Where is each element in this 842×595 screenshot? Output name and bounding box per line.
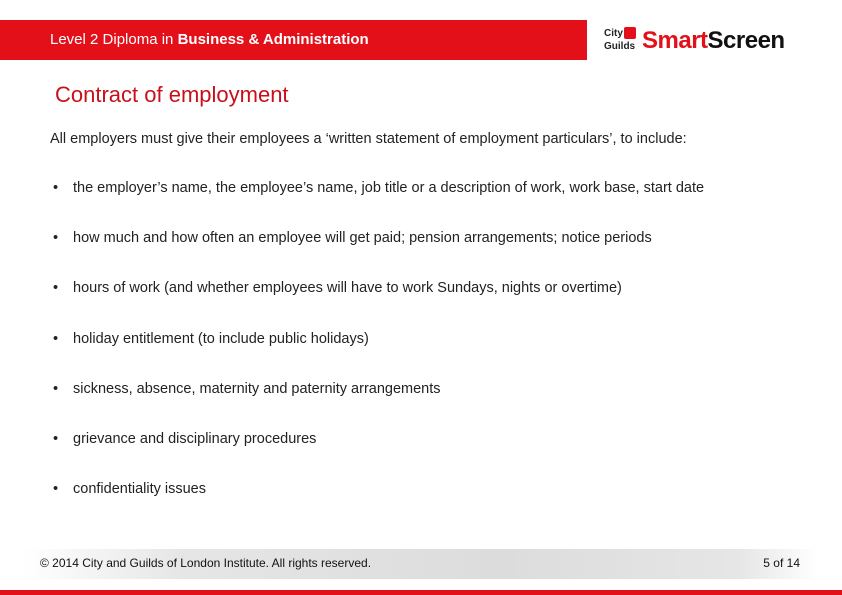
bullet-text: grievance and disciplinary procedures <box>73 430 317 447</box>
logo-line-2: Guilds <box>604 41 636 52</box>
bullet-icon: • <box>53 481 59 498</box>
smartscreen-logo <box>604 26 804 56</box>
course-title-subject: Business & Administration <box>177 31 369 48</box>
bullet-icon: • <box>53 230 59 247</box>
bullet-icon: • <box>53 380 59 397</box>
slide-title: Contract of employment <box>55 82 289 107</box>
header-bar <box>0 20 587 60</box>
bullet-text: sickness, absence, maternity and paternity arrangements <box>73 380 441 397</box>
bullet-icon: • <box>53 330 59 347</box>
brand-screen: Screen <box>707 27 785 54</box>
bullet-icon: • <box>53 280 59 297</box>
course-title <box>50 31 369 48</box>
page-number: 5 of 14 <box>763 556 800 570</box>
bullet-text: hours of work (and whether employees will have to work Sundays, nights or overtime) <box>73 280 622 297</box>
city-guilds-mark-icon <box>624 27 636 39</box>
bullet-text: confidentiality issues <box>73 481 206 498</box>
bullet-text: the employer’s name, the employee’s name, job title or a description of work, work base, start date <box>73 180 705 196</box>
course-title-prefix: Level 2 Diploma in <box>50 31 178 48</box>
bottom-strip <box>0 590 842 595</box>
logo-line-1: City <box>604 28 623 39</box>
footer-bar <box>23 549 819 579</box>
bullet-icon: • <box>53 430 59 447</box>
copyright-text: © 2014 City and Guilds of London Institute. All rights reserved. <box>40 556 372 570</box>
intro-text: All employers must give their employees a ‘written statement of employment particulars’, to include: <box>50 131 687 147</box>
city-guilds-logo <box>604 26 636 56</box>
bullet-icon: • <box>53 180 59 196</box>
brand-wordmark <box>642 27 785 55</box>
bullet-text: how much and how often an employee will get paid; pension arrangements; notice periods <box>73 230 652 247</box>
brand-smart: Smart <box>642 27 708 54</box>
bullet-text: holiday entitlement (to include public holidays) <box>73 330 369 347</box>
